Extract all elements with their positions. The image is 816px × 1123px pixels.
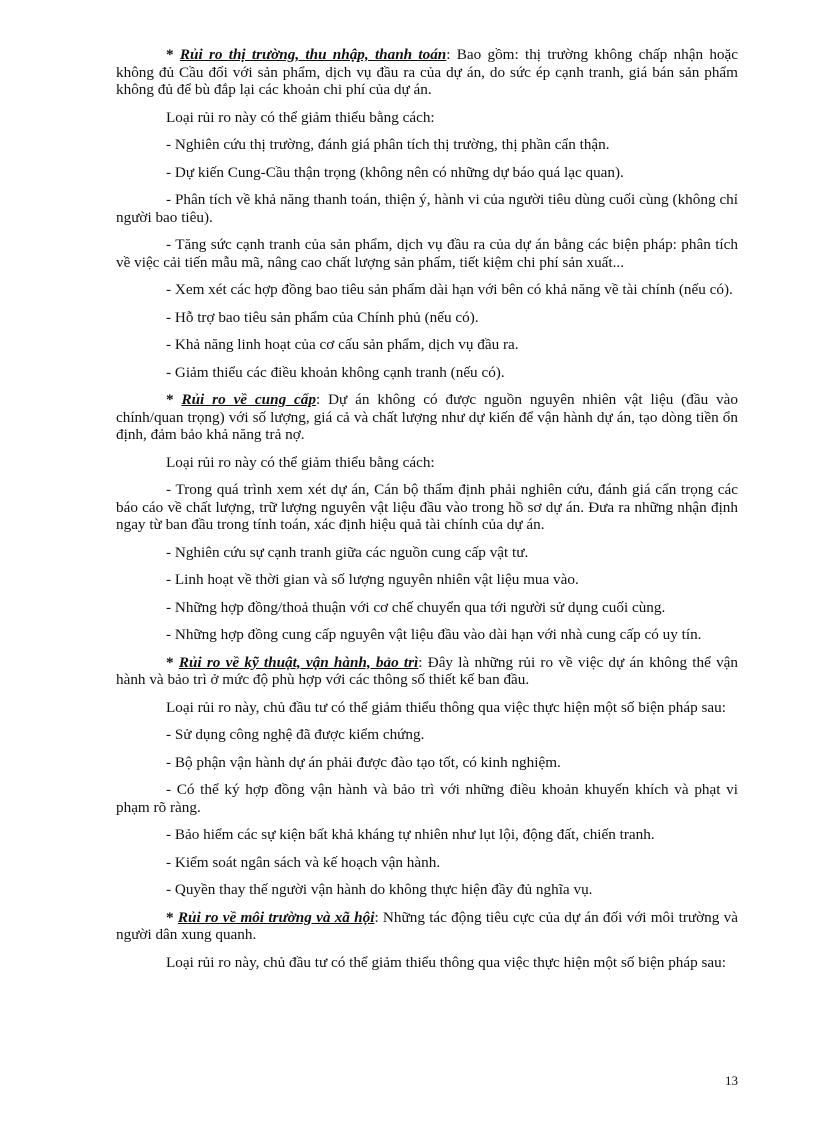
list-item: - Khả năng linh hoạt của cơ cấu sản phẩm, dịch vụ đầu ra.: [166, 336, 519, 353]
section-lead: Loại rủi ro này có thể giảm thiểu bằng cách:: [166, 453, 435, 471]
list-item: - Có thể ký hợp đồng vận hành và bảo trì với những điều khoản khuyến khích và phạt vi phạm rõ ràng.: [116, 781, 738, 816]
section-lead: Loại rủi ro này, chủ đầu tư có thể giảm thiểu thông qua việc thực hiện một số biện pháp sau:: [166, 698, 726, 716]
section-environment-risk: [116, 909, 738, 944]
list-item: - Bảo hiểm các sự kiện bất khả kháng tự nhiên như lụt lội, động đất, chiến tranh.: [166, 826, 655, 843]
list-item: - Những hợp đồng cung cấp nguyên vật liệu đầu vào dài hạn với nhà cung cấp có uy tín.: [166, 626, 702, 643]
page-body: [116, 46, 738, 971]
section-heading: Rủi ro về cung cấp: [181, 391, 316, 408]
list-item: - Tăng sức cạnh tranh của sản phẩm, dịch vụ đầu ra của dự án bằng các biện pháp: phân tích về việc cải tiến mẫu mã, nâng cao chất lượng sản phẩm, tiết kiệm chi phí sản xuất...: [116, 236, 738, 271]
section-intro: : Bao gồm: thị trường không chấp nhận hoặc không đủ Cầu đối với sản phẩm, dịch vụ đầu ra của dự án, do sức ép cạnh tranh, giá bán sản phẩm không đủ để bù đắp lại các khoản chi phí của dự án.: [116, 46, 738, 98]
section-technical-risk: [116, 654, 738, 689]
list-item: - Hỗ trợ bao tiêu sản phẩm của Chính phủ (nếu có).: [166, 308, 479, 326]
list-item: - Quyền thay thế người vận hành do không thực hiện đầy đủ nghĩa vụ.: [166, 881, 593, 898]
section-lead: Loại rủi ro này, chủ đầu tư có thể giảm thiểu thông qua việc thực hiện một số biện pháp sau:: [166, 953, 726, 971]
list-item: - Những hợp đồng/thoả thuận với cơ chế chuyển qua tới người sử dụng cuối cùng.: [166, 598, 666, 616]
list-item: - Kiểm soát ngân sách và kế hoạch vận hành.: [166, 853, 441, 871]
bullet-star: *: [166, 46, 180, 63]
page-number: 13: [725, 1073, 738, 1088]
section-supply-risk: [116, 391, 738, 444]
list-item: - Nghiên cứu thị trường, đánh giá phân tích thị trường, thị phần cẩn thận.: [166, 136, 610, 153]
section-intro: : Dự án không có được nguồn nguyên nhiên vật liệu (đầu vào chính/quan trọng) với số lượng, giá cả và chất lượng như dự kiến để vận hành dự án, tạo dòng tiền ổn định, đảm bảo khả năng trả nợ.: [116, 391, 738, 443]
list-item: - Phân tích về khả năng thanh toán, thiện ý, hành vi của người tiêu dùng cuối cùng (không chỉ người bao tiêu).: [116, 191, 738, 226]
list-item: - Bộ phận vận hành dự án phải được đào tạo tốt, có kinh nghiệm.: [166, 753, 561, 771]
section-lead: Loại rủi ro này có thể giảm thiểu bằng cách:: [166, 108, 435, 126]
bullet-star: *: [166, 653, 179, 671]
section-heading: Rủi ro về môi trường và xã hội: [177, 908, 375, 926]
list-item: - Dự kiến Cung-Cầu thận trọng (không nên có những dự báo quá lạc quan).: [166, 163, 624, 181]
list-item: - Giảm thiểu các điều khoản không cạnh tranh (nếu có).: [166, 363, 505, 381]
section-intro: : Những tác động tiêu cực của dự án đối với môi trường và người dân xung quanh.: [116, 908, 738, 943]
bullet-star: *: [166, 391, 182, 408]
list-item: - Nghiên cứu sự cạnh tranh giữa các nguồn cung cấp vật tư.: [166, 543, 529, 561]
list-item: - Xem xét các hợp đồng bao tiêu sản phẩm dài hạn với bên có khả năng về tài chính (nếu có).: [166, 281, 733, 298]
list-item: - Trong quá trình xem xét dự án, Cán bộ thẩm định phải nghiên cứu, đánh giá cẩn trọng các báo cáo về chất lượng, trữ lượng nguyên vật liệu đầu vào trong hồ sơ dự án. Đưa ra những nhận định ngay từ ban đầu trong tính toán, xác định hiệu quả tài chính của dự án.: [116, 481, 738, 533]
section-market-risk: [116, 46, 738, 99]
list-item: - Linh hoạt về thời gian và số lượng nguyên nhiên vật liệu mua vào.: [166, 571, 579, 588]
section-heading: Rủi ro thị trường, thu nhập, thanh toán: [179, 46, 447, 63]
bullet-star: *: [166, 908, 178, 926]
section-heading: Rủi ro về kỹ thuật, vận hành, bảo trì: [178, 653, 419, 671]
section-intro: : Đây là những rủi ro về việc dự án không thể vận hành và bảo trì ở mức độ phù hợp với các thông số thiết kế ban đầu.: [116, 653, 739, 688]
list-item: - Sử dụng công nghệ đã được kiểm chứng.: [166, 726, 425, 743]
